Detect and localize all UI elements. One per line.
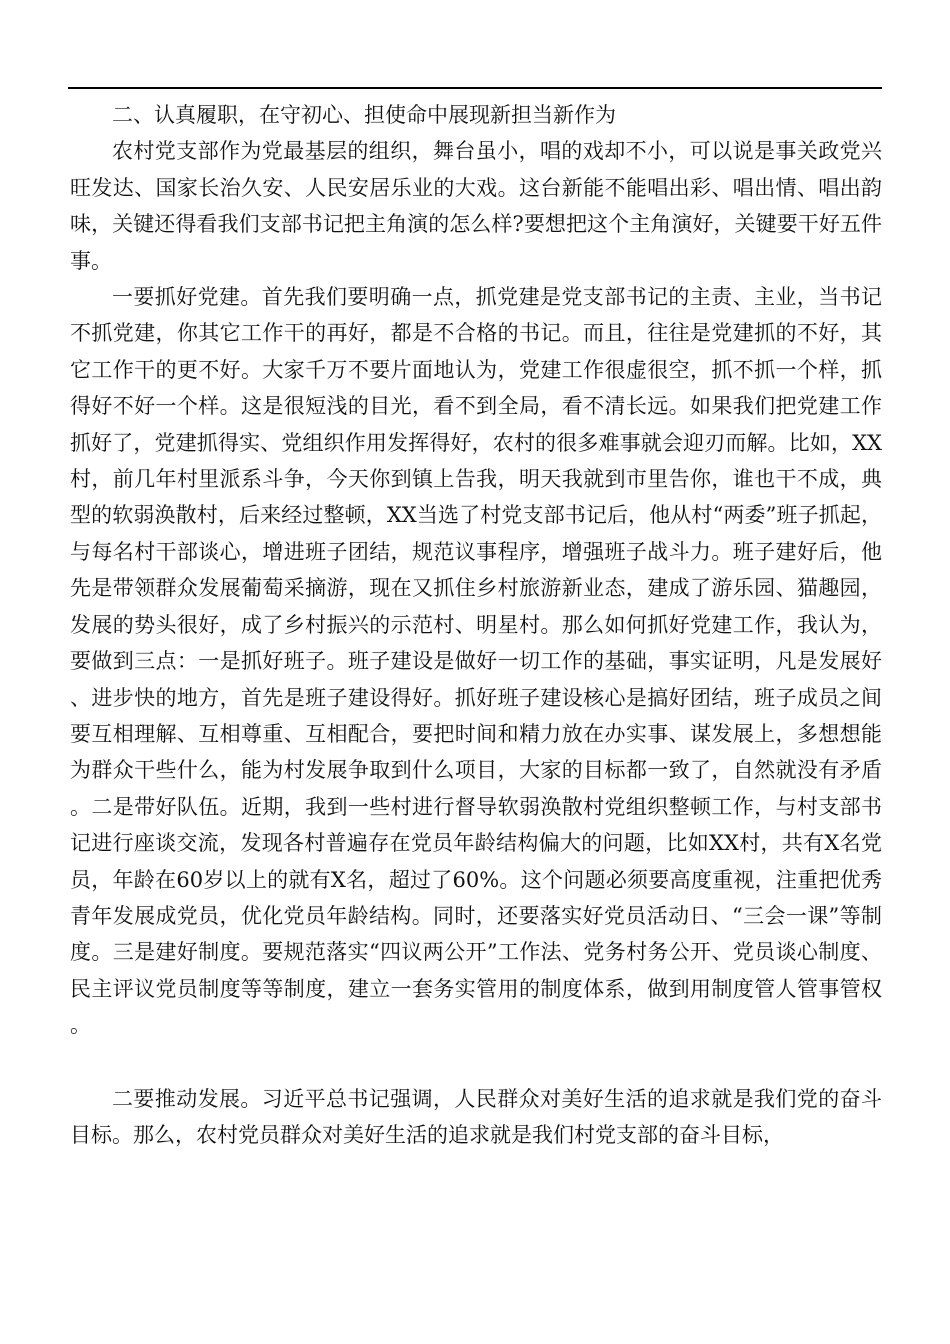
document-body	[70, 88, 882, 1153]
paragraph: 农村党支部作为党最基层的组织，舞台虽小，唱的戏却不小，可以说是事关政党兴旺发达、国家长治久安、人民安居乐业的大戏。这台新能不能唱出彩、唱出情、唱出韵味，关键还得看我们支部书记把主角演的怎么样?要想把这个主角演好，关键要干好五件事。	[70, 139, 882, 273]
paragraph: 一要抓好党建。首先我们要明确一点，抓党建是党支部书记的主责、主业，当书记不抓党建，你其它工作干的再好，都是不合格的书记。而且，往往是党建抓的不好，其它工作干的更不好。大家千万不要片面地认为，党建工作很虚很空，抓不抓一个样，抓得好不好一个样。这是很短浅的目光，看不到全局，看不清长远。如果我们把党建工作抓好了，党建抓得实、党组织作用发挥得好，农村的很多难事就会迎刃而解。比如，XX村，前几年村里派系斗争，今天你到镇上告我，明天我就到市里告你，谁也干不成，典型的软弱涣散村，后来经过整顿，XX当选了村党支部书记后，他从村“两委”班子抓起，与每名村干部谈心，增进班子团结，规范议事程序，增强班子战斗力。班子建好后，他先是带领群众发展葡萄采摘游，现在又抓住乡村旅游新业态，建成了游乐园、猫趣园，发展的势头很好，成了乡村振兴的示范村、明星村。那么如何抓好党建工作，我认为，要做到三点：一是抓好班子。班子建设是做好一切工作的基础，事实证明，凡是发展好、进步快的地方，首先是班子建设得好。抓好班子建设核心是搞好团结，班子成员之间要互相理解、互相尊重、互相配合，要把时间和精力放在办实事、谋发展上，多想想能为群众干些什么，能为村发展争取到什么项目，大家的目标都一致了，自然就没有矛盾。二是带好队伍。近期，我到一些村进行督导软弱涣散村党组织整顿工作，与村支部书记进行座谈交流，发现各村普遍存在党员年龄结构偏大的问题，比如XX村，共有X名党员，年龄在60岁以上的就有X名，超过了60%。这个问题必须要高度重视，注重把优秀青年发展成党员，优化党员年龄结构。同时，还要落实好党员活动日、“三会一课”等制度。三是建好制度。要规范落实“四议两公开”工作法、党务村务公开、党员谈心制度、民主评议党员制度等等制度，建立一套务实管用的制度体系，做到用制度管人管事管权。	[70, 285, 882, 1038]
paragraph: 二要推动发展。习近平总书记强调，人民群众对美好生活的追求就是我们党的奋斗目标。那么，农村党员群众对美好生活的追求就是我们村党支部的奋斗目标，	[70, 1086, 882, 1147]
section-heading: 二、认真履职，在守初心、担使命中展现新担当新作为	[112, 103, 616, 127]
